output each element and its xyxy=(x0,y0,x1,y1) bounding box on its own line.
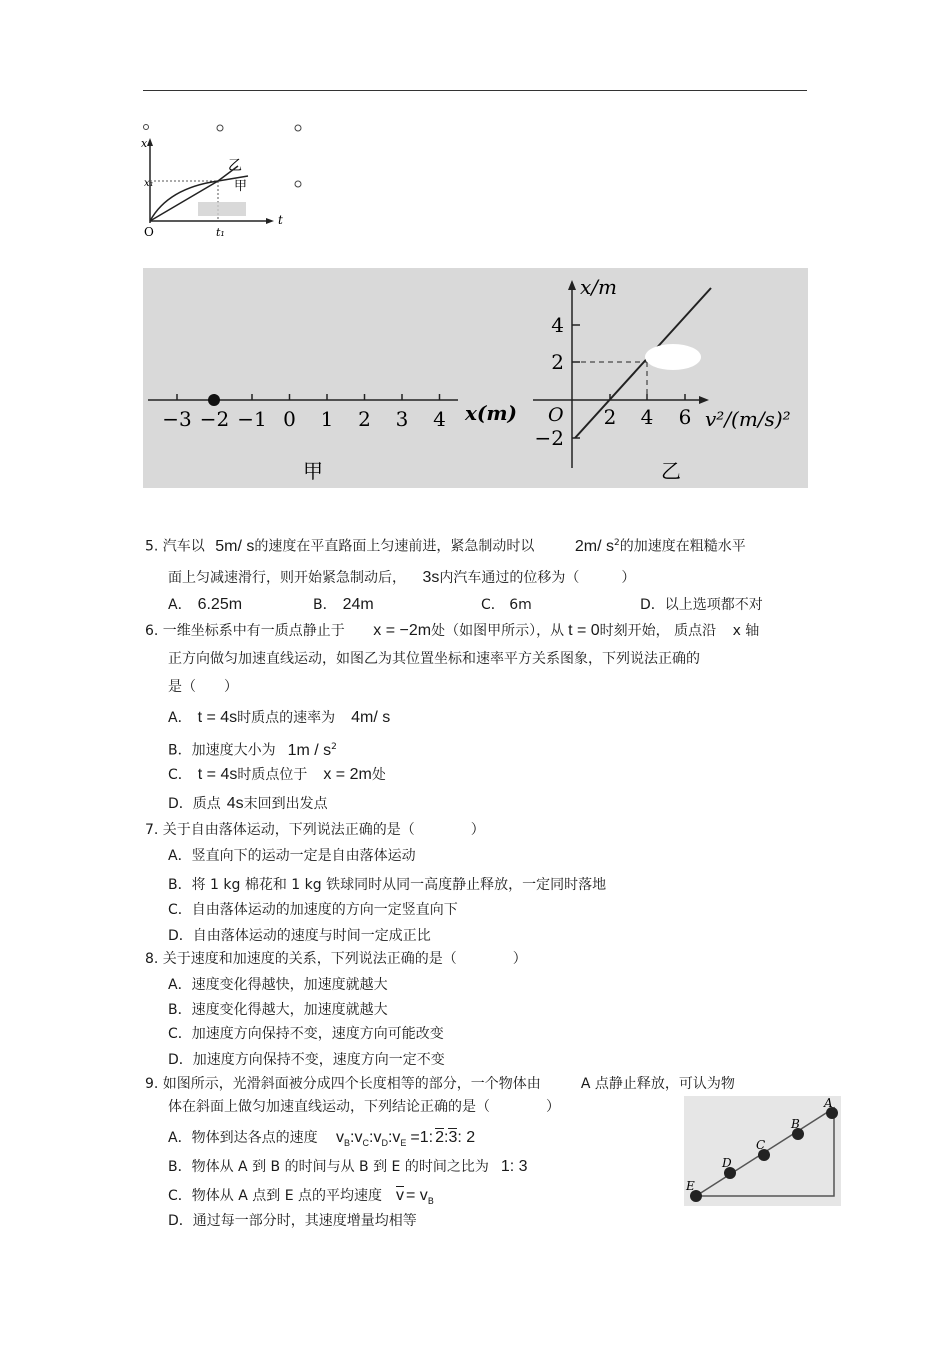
blur-patch xyxy=(198,202,246,216)
graph-y-tick-label: 2 xyxy=(551,350,564,374)
graph-y-tick-label: 4 xyxy=(551,313,564,337)
q9-option-d[interactable]: D．通过每一部分时，其速度增量均相等 xyxy=(168,1213,417,1229)
q6-position: x = −2m xyxy=(373,622,432,639)
figure-incline xyxy=(684,1096,841,1206)
q7-option-b[interactable]: B．将 1 kg 棉花和 1 kg 铁球同时从同一高度静止释放，一定同时落地 xyxy=(168,877,607,893)
q6-line1 xyxy=(145,621,759,641)
number-line-tick-label: 2 xyxy=(358,407,371,431)
q6-option-b-exp: 2 xyxy=(331,742,337,752)
header-rule xyxy=(143,90,807,91)
q6-option-c-time: t = 4s xyxy=(197,766,238,783)
figure-panel-jia-yi xyxy=(143,268,808,488)
curve-yi-label: 乙 xyxy=(228,158,242,174)
figure-xt-graph xyxy=(138,118,308,240)
number-line-tick-label: 0 xyxy=(283,407,296,431)
y-axis-arrow xyxy=(147,138,153,146)
q6-option-c-text2: 处 xyxy=(371,767,386,783)
q9-option-a-ratio xyxy=(336,1129,476,1149)
q9-line1 xyxy=(145,1074,735,1094)
graph-x-label: v²/(m/s)² xyxy=(705,407,791,431)
q9-option-b-value: 1: 3 xyxy=(500,1158,528,1175)
subscript-d: D xyxy=(381,1138,388,1149)
q6-option-c[interactable] xyxy=(168,765,386,785)
q6-line3: 是（ ） xyxy=(168,679,238,695)
number-line-tick-label: −3 xyxy=(162,407,192,431)
dot-mark xyxy=(295,181,301,187)
q5-time: 3s xyxy=(422,569,440,586)
q6-line2: 正方向做匀加速直线运动，如图乙为其位置坐标和速率平方关系图象，下列说法正确的 xyxy=(168,651,700,667)
sqrt3: 3 xyxy=(448,1129,458,1146)
q7-option-c[interactable]: C．自由落体运动的加速度的方向一定竖直向下 xyxy=(168,902,458,918)
q9-option-c-sub: B xyxy=(427,1196,434,1207)
q9-option-c-text: C．物体从 A 点到 E 点的平均速度 xyxy=(168,1188,382,1204)
q9-option-b[interactable] xyxy=(168,1157,528,1177)
q6-option-c-label: C． xyxy=(168,767,192,783)
q7-option-d[interactable]: D．自由落体运动的速度与时间一定成正比 xyxy=(168,928,431,944)
caption-jia: 甲 xyxy=(303,459,323,483)
q9-avg-v: $\overline{v}$ xyxy=(396,1187,404,1204)
q6-x-axis: x 轴 xyxy=(732,623,760,639)
q7-stem: 7. 关于自由落体运动，下列说法正确的是（ ） xyxy=(145,822,485,838)
ratio-start: =1: xyxy=(410,1129,434,1146)
subscript-c: C xyxy=(362,1138,369,1149)
q6-text1: 6. 一维坐标系中有一质点静止于 xyxy=(145,623,345,639)
q6-option-d-text2: 末回到出发点 xyxy=(243,796,328,812)
q6-option-b-text: B．加速度大小为 xyxy=(168,742,276,759)
q5-line1 xyxy=(145,533,746,557)
graph-x-arrow xyxy=(699,396,709,404)
q9-option-b-text: B．物体从 A 到 B 的时间与从 B 到 E 的时间之比为 xyxy=(168,1159,489,1175)
x-axis-arrow xyxy=(266,218,274,224)
q5-option-b-value: 24m xyxy=(342,596,374,613)
v-symbol: :v xyxy=(350,1129,363,1146)
v-symbol: :v xyxy=(369,1129,382,1146)
origin-label: O xyxy=(144,225,154,239)
q8-option-b[interactable]: B．速度变化得越大，加速度就越大 xyxy=(168,1002,388,1018)
graph-y-arrow xyxy=(568,280,576,290)
number-line-tick-label: 4 xyxy=(433,407,446,431)
q5-text3: 面上匀减速滑行，则开始紧急制动后， xyxy=(168,570,406,586)
particle-dot xyxy=(208,394,220,406)
figure-panel-svg xyxy=(143,268,808,488)
q8-stem: 8. 关于速度和加速度的关系，下列说法正确的是（ ） xyxy=(145,951,527,967)
q5-option-b[interactable] xyxy=(313,595,374,615)
graph-x-tick-label: 6 xyxy=(678,405,692,429)
q5-speed: 5m/ s xyxy=(215,537,255,555)
white-blot xyxy=(645,344,701,370)
subscript-b: B xyxy=(344,1138,351,1149)
q5-line2 xyxy=(168,568,635,588)
ratio-colon: : xyxy=(444,1129,449,1146)
graph-y-tick-label: −2 xyxy=(534,426,564,450)
q5-accel: 2m/ s xyxy=(574,537,614,555)
number-line-tick-label: −1 xyxy=(237,407,267,431)
q6-text2: 处（如图甲所示），从 xyxy=(431,623,565,639)
q6-option-a-value: 4m/ s xyxy=(351,709,391,726)
q5-text4: 内汽车通过的位移为（ ） xyxy=(439,570,636,586)
q5-accel-exp: 2 xyxy=(613,538,620,548)
q9-option-c[interactable] xyxy=(168,1186,434,1212)
q6-option-d[interactable] xyxy=(168,794,328,814)
number-line-tick-label: 3 xyxy=(395,407,409,431)
q7-option-a[interactable]: A．竖直向下的运动一定是自由落体运动 xyxy=(168,848,416,864)
q9-text2: A 点静止释放，可认为物 xyxy=(580,1076,735,1092)
caption-yi: 乙 xyxy=(661,459,681,483)
q5-option-a-label: A． xyxy=(168,597,192,613)
number-line-tick-label: −2 xyxy=(199,407,230,431)
number-line-tick-label: 1 xyxy=(320,407,334,431)
label-b: B xyxy=(791,1117,800,1131)
q6-option-a-time: t = 4s xyxy=(197,709,238,726)
q9-option-c-eq: = v xyxy=(406,1187,428,1204)
graph-x-tick-label: 4 xyxy=(640,405,654,429)
q6-option-a-text: 时质点的速率为 xyxy=(237,710,336,726)
x1-label: x₁ xyxy=(144,178,154,189)
ratio-end: : 2 xyxy=(457,1129,476,1146)
q5-option-a[interactable] xyxy=(168,595,242,615)
label-e: E xyxy=(686,1179,695,1193)
q5-option-b-label: B． xyxy=(313,597,337,613)
v-symbol: v xyxy=(336,1129,345,1146)
q8-option-d[interactable]: D．加速度方向保持不变，速度方向一定不变 xyxy=(168,1052,445,1068)
q6-option-c-value: x = 2m xyxy=(323,766,372,783)
q9-line2: 体在斜面上做匀加速直线运动，下列结论正确的是（ ） xyxy=(168,1099,560,1115)
x-axis-label: t xyxy=(278,213,283,227)
q6-option-c-text: 时质点位于 xyxy=(237,767,308,783)
q9-text1: 9. 如图所示，光滑斜面被分成四个长度相等的部分，一个物体由 xyxy=(145,1076,541,1092)
q9-option-a[interactable] xyxy=(168,1128,475,1153)
q6-option-d-time: 4s xyxy=(226,795,244,812)
q9-option-a-text: A．物体到达各点的速度 xyxy=(168,1130,318,1146)
label-d: D xyxy=(722,1156,732,1170)
q5-option-c[interactable]: C． 6m xyxy=(481,597,532,613)
q6-option-a-label: A． xyxy=(168,710,192,726)
subscript-e: E xyxy=(400,1138,407,1149)
q6-option-d-text: D．质点 xyxy=(168,796,221,812)
dot-mark xyxy=(217,125,223,131)
q6-option-b-value: 1m / s xyxy=(287,741,332,759)
label-a: A xyxy=(824,1096,833,1110)
t1-label: t₁ xyxy=(216,226,225,239)
dot-mark xyxy=(144,125,149,130)
q5-number: 5. 汽车以 xyxy=(145,538,205,555)
q6-option-a[interactable] xyxy=(168,708,390,728)
q5-text2: 的加速度在粗糙水平 xyxy=(619,538,746,555)
label-c: C xyxy=(756,1138,766,1152)
q8-option-a[interactable]: A．速度变化得越快，加速度就越大 xyxy=(168,977,388,993)
q6-t0: t = 0 xyxy=(568,622,600,639)
q6-option-b[interactable] xyxy=(168,737,337,761)
y-axis-label: x xyxy=(141,137,148,150)
curve-jia-label: 甲 xyxy=(234,179,248,194)
graph-ticks xyxy=(535,313,692,450)
sqrt2: 2 xyxy=(435,1129,445,1146)
graph-y-label: x/m xyxy=(580,275,617,299)
graph-origin: O xyxy=(548,404,564,426)
q5-option-d[interactable]: D．以上选项都不对 xyxy=(640,597,763,613)
q6-text3: 时刻开始， 质点沿 xyxy=(599,623,717,639)
q5-option-a-value: 6.25m xyxy=(197,596,243,613)
q8-option-c[interactable]: C．加速度方向保持不变，速度方向可能改变 xyxy=(168,1026,444,1042)
dot-mark xyxy=(295,125,301,131)
graph-x-tick-label: 2 xyxy=(603,405,617,429)
number-line-axis-label: x(m) xyxy=(465,401,518,425)
v-symbol: :v xyxy=(387,1129,401,1146)
q5-text: 的速度在平直路面上匀速前进，紧急制动时以 xyxy=(254,538,535,555)
